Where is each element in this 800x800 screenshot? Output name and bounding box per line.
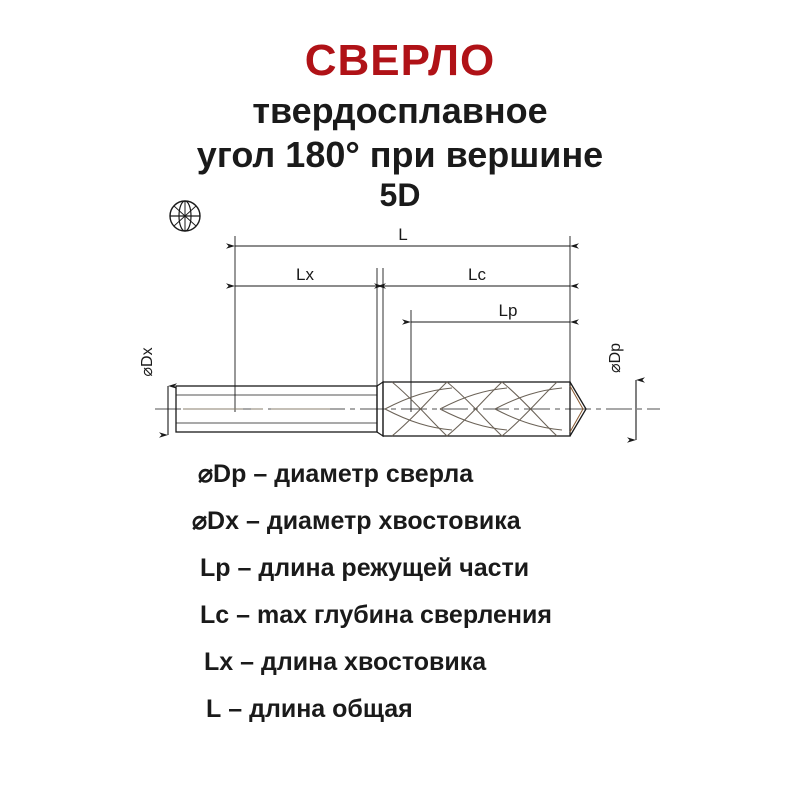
dimension-shank-diameter: [139, 347, 168, 435]
first-angle-projection-icon: [170, 201, 200, 231]
dimension-label-Lp: Lp: [498, 301, 518, 320]
legend-symbol: Lp: [200, 554, 231, 582]
legend-text: – длина хвостовика: [240, 648, 487, 676]
dimension-label-L: L: [398, 225, 408, 244]
list-item: [206, 697, 780, 722]
dimension-shank-length: [235, 265, 377, 286]
legend-text: – диаметр сверла: [253, 460, 474, 488]
list-item: [204, 650, 780, 675]
list-item: [200, 603, 780, 628]
legend-symbol: ⌀Dp: [198, 460, 247, 488]
list-item: [200, 556, 780, 581]
legend-symbol: L: [206, 695, 222, 723]
title-subtitle-material: твердосплавное: [252, 90, 548, 132]
technical-drawing: [0, 190, 800, 460]
title-subtitle-angle: угол 180° при вершине: [196, 134, 604, 176]
page-title: СВЕРЛО: [304, 36, 496, 85]
legend-symbol: ⌀Dx: [192, 507, 240, 535]
dimension-label-Dp: ⌀Dp: [607, 342, 624, 374]
legend-text: – диаметр хвостовика: [245, 507, 521, 535]
dimension-flute-length: [411, 301, 570, 322]
dimension-label-Dx: ⌀Dx: [139, 347, 156, 377]
legend-text: – max глубина сверления: [236, 601, 552, 629]
dimension-max-drill-depth: [383, 265, 570, 286]
dimension-label-Lc: Lc: [468, 265, 486, 284]
legend-text: – длина режущей части: [237, 554, 530, 582]
legend-symbol: Lc: [200, 601, 230, 629]
legend-text: – длина общая: [228, 695, 413, 723]
title-block: [0, 38, 800, 215]
dimension-drill-diameter: [607, 343, 636, 440]
legend-list: [180, 462, 780, 744]
dimension-overall-length: [235, 225, 570, 246]
legend-symbol: Lx: [204, 648, 234, 676]
list-item: [198, 462, 780, 487]
dimension-label-Lx: Lx: [296, 265, 314, 284]
title-subtitle-depth-class: 5D: [379, 177, 421, 214]
list-item: [192, 509, 780, 534]
